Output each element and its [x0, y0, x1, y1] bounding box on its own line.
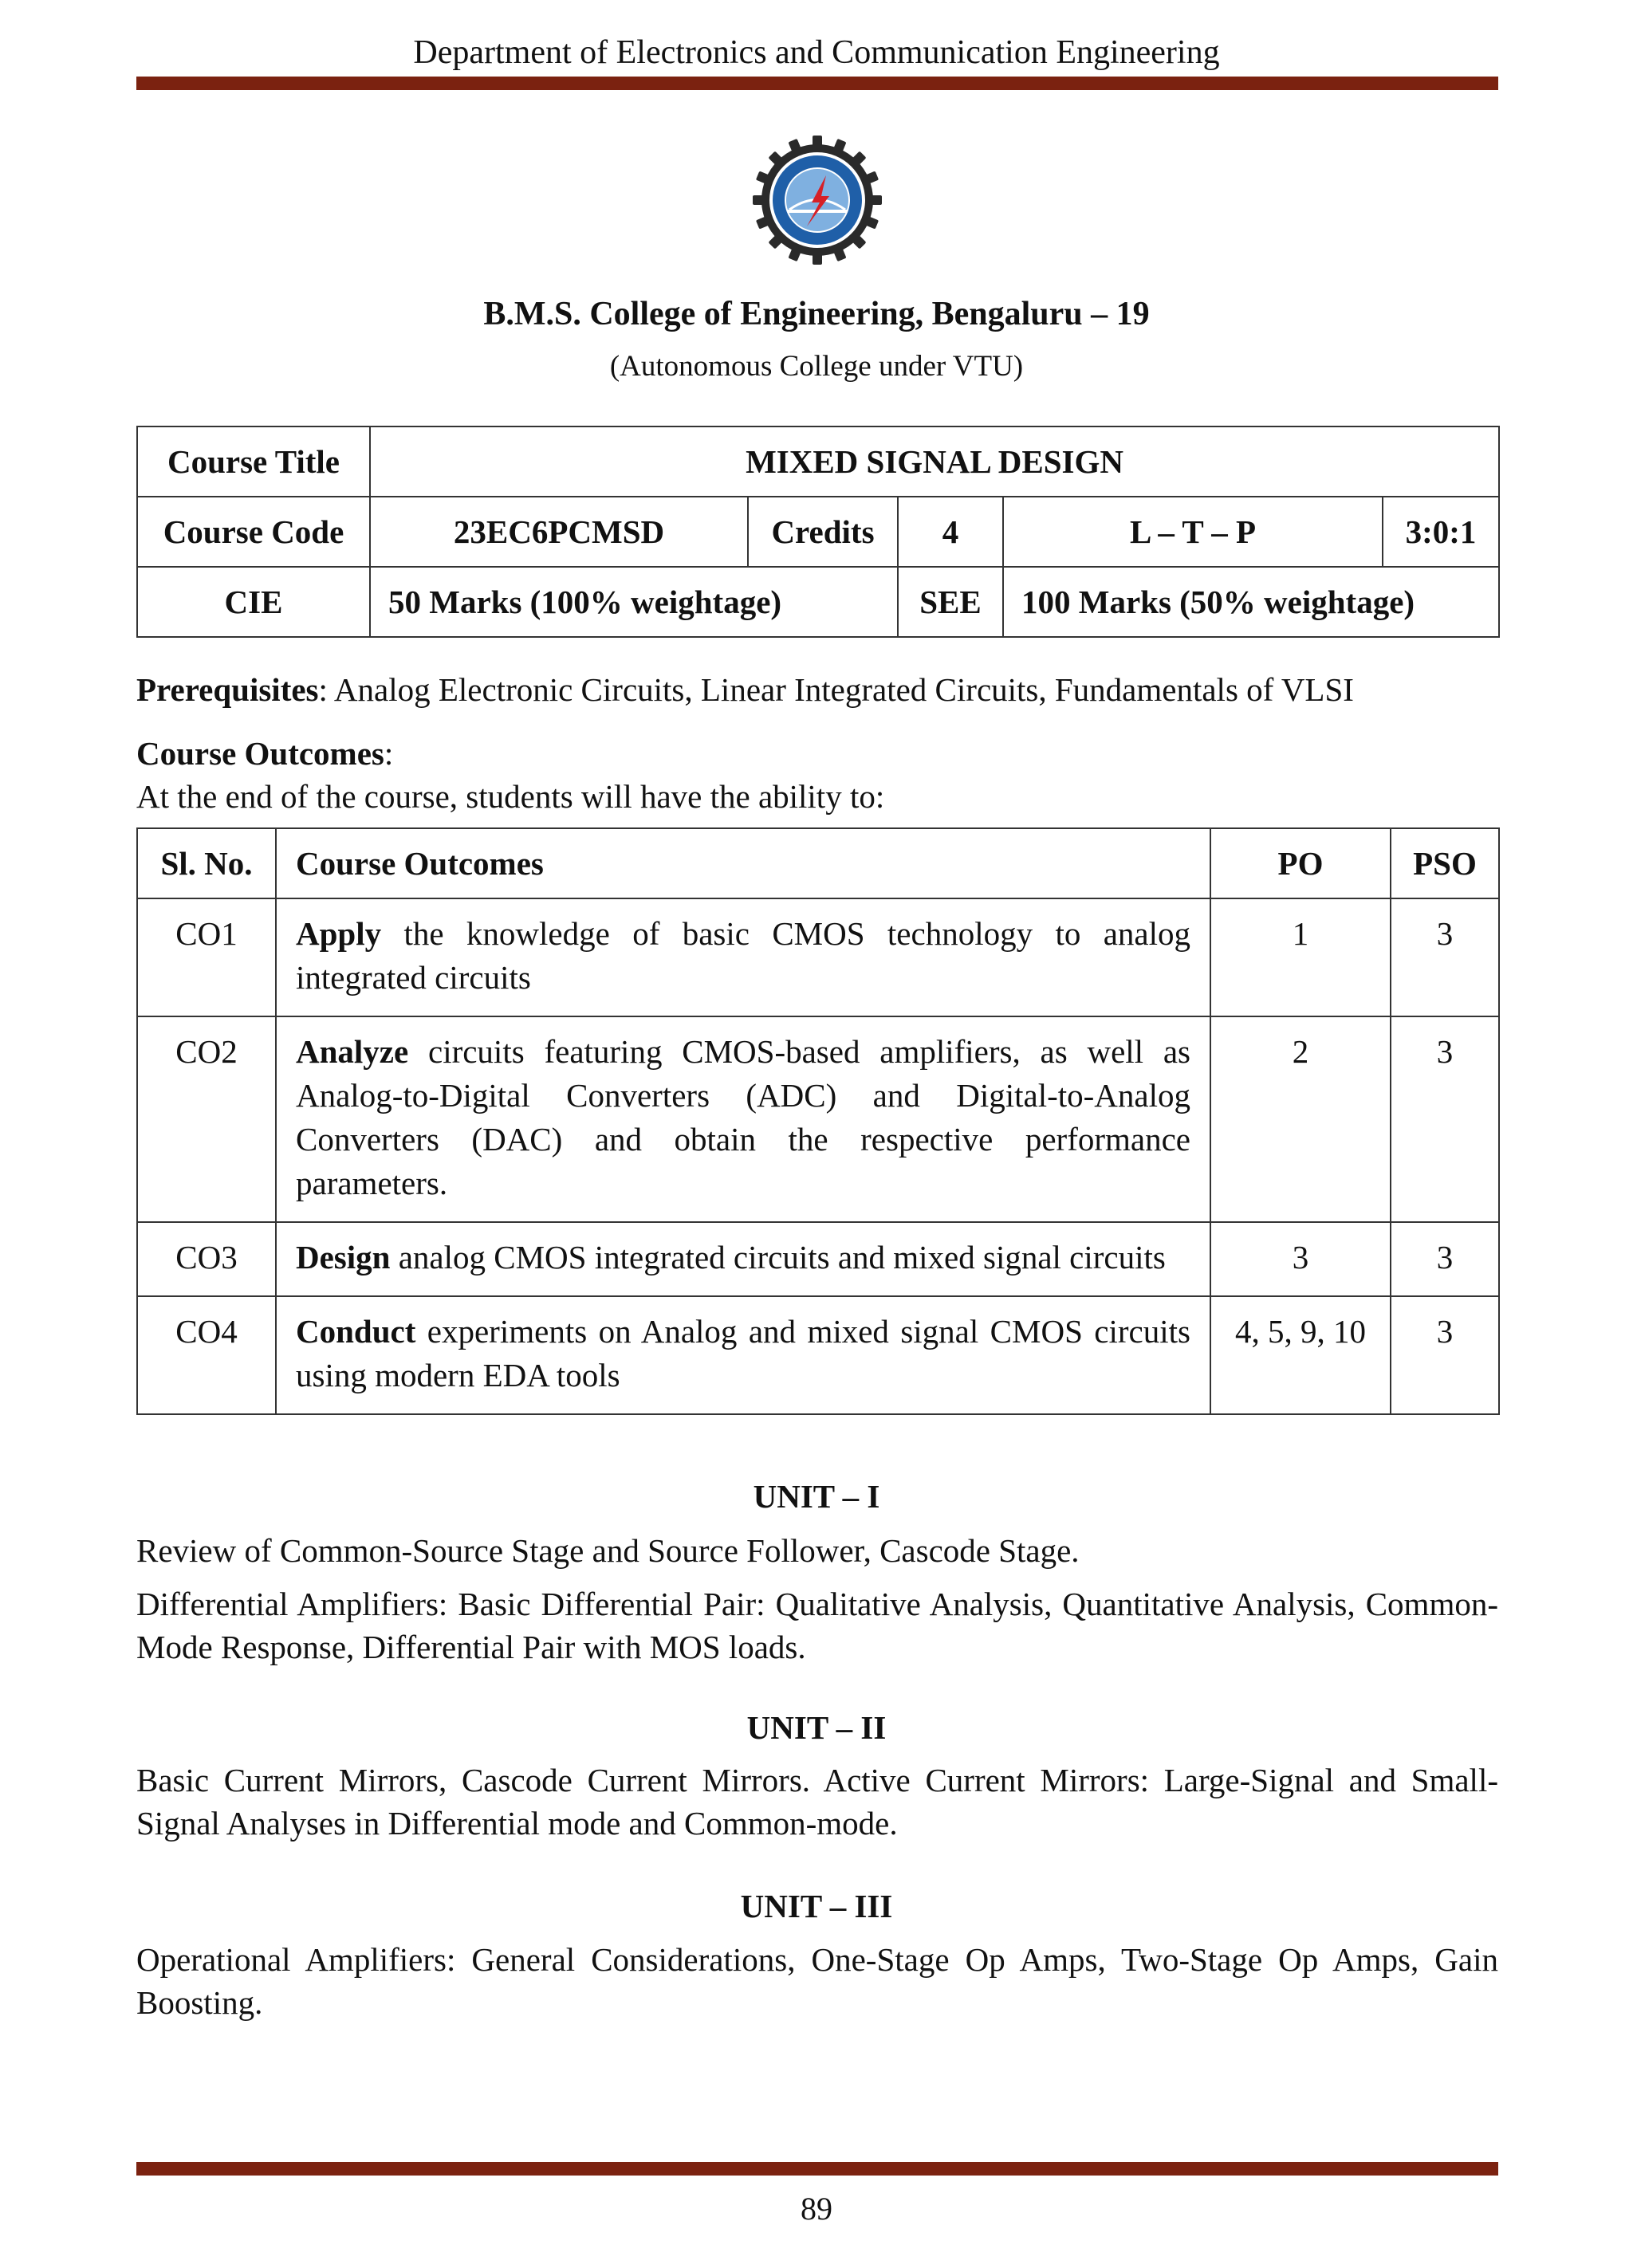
outcome-text: Analyze circuits featuring CMOS-based amplifiers, as well as Analog-to-Digital Converters (ADC) and Digital-to-Analog Converters (DAC) and obtain the respective performance parameters. [276, 1016, 1210, 1222]
outcome-text: Design analog CMOS integrated circuits and mixed signal circuits [276, 1222, 1210, 1296]
outcome-id: CO2 [137, 1016, 276, 1222]
prerequisites-text: : Analog Electronic Circuits, Linear Integrated Circuits, Fundamentals of VLSI [318, 671, 1354, 708]
outcome-id: CO3 [137, 1222, 276, 1296]
outcome-pso: 3 [1391, 1016, 1499, 1222]
unit-3-title: UNIT – III [740, 1888, 893, 1924]
table-row [137, 1222, 1499, 1296]
outcome-id: CO1 [137, 898, 276, 1016]
ltp-label: L – T – P [1003, 497, 1383, 567]
college-emblem-icon [751, 134, 883, 266]
college-name: B.M.S. College of Engineering, Bengaluru – 19 [483, 296, 1150, 332]
department-header: Department of Electronics and Communication Engineering [413, 34, 1220, 71]
outcome-po: 4, 5, 9, 10 [1210, 1296, 1391, 1414]
header-po: PO [1210, 828, 1391, 898]
table-row [137, 898, 1499, 1016]
header-pso: PSO [1391, 828, 1499, 898]
outcome-text: Conduct experiments on Analog and mixed signal CMOS circuits using modern EDA tools [276, 1296, 1210, 1414]
footer-rule [136, 2162, 1498, 2176]
course-code-row [137, 497, 1499, 567]
cie-label: CIE [137, 567, 370, 637]
course-info-table [136, 426, 1500, 638]
cie-value: 50 Marks (100% weightage) [370, 567, 898, 637]
outcome-id: CO4 [137, 1296, 276, 1414]
unit-1-title: UNIT – I [753, 1478, 880, 1515]
course-code-label: Course Code [137, 497, 370, 567]
outcome-pso: 3 [1391, 898, 1499, 1016]
unit-1-para-2: Differential Amplifiers: Basic Differential Pair: Qualitative Analysis, Quantitative Analysis, Common-Mode Response, Differential Pair with MOS loads. [136, 1586, 1498, 1665]
header-course-outcomes: Course Outcomes [276, 828, 1210, 898]
outcome-pso: 3 [1391, 1222, 1499, 1296]
unit-2-title: UNIT – II [746, 1709, 887, 1746]
credits-value: 4 [898, 497, 1003, 567]
outcome-po: 1 [1210, 898, 1391, 1016]
outcome-po: 2 [1210, 1016, 1391, 1222]
prerequisites-label: Prerequisites [136, 671, 319, 708]
see-label: SEE [898, 567, 1003, 637]
see-value: 100 Marks (50% weightage) [1003, 567, 1499, 637]
header-sl-no: Sl. No. [137, 828, 276, 898]
unit-1-para-1: Review of Common-Source Stage and Source Follower, Cascode Stage. [136, 1532, 1080, 1569]
course-outcomes-table [136, 827, 1500, 1415]
unit-3-para-1: Operational Amplifiers: General Considerations, One-Stage Op Amps, Two-Stage Op Amps, Gain Boosting. [136, 1941, 1498, 2021]
course-code-value: 23EC6PCMSD [370, 497, 748, 567]
course-title-value: MIXED SIGNAL DESIGN [370, 426, 1499, 497]
outcome-text: Apply the knowledge of basic CMOS technology to analog integrated circuits [276, 898, 1210, 1016]
marks-row [137, 567, 1499, 637]
course-outcomes-heading: Course Outcomes: [136, 735, 394, 772]
outcome-pso: 3 [1391, 1296, 1499, 1414]
table-row [137, 1016, 1499, 1222]
college-subtitle: (Autonomous College under VTU) [609, 350, 1024, 383]
outcome-po: 3 [1210, 1222, 1391, 1296]
course-title-label: Course Title [137, 426, 370, 497]
page-number: 89 [801, 2191, 832, 2227]
ltp-value: 3:0:1 [1383, 497, 1499, 567]
table-row [137, 1296, 1499, 1414]
header-rule [136, 77, 1498, 90]
prerequisites [136, 668, 1498, 711]
course-outcomes-intro: At the end of the course, students will have the ability to: [136, 778, 885, 815]
credits-label: Credits [748, 497, 898, 567]
outcomes-header-row [137, 828, 1499, 898]
course-title-row [137, 426, 1499, 497]
unit-2-para-1: Basic Current Mirrors, Cascode Current Mirrors. Active Current Mirrors: Large-Signal and Small-Signal Analyses in Differential mode and Common-mode. [136, 1762, 1498, 1842]
